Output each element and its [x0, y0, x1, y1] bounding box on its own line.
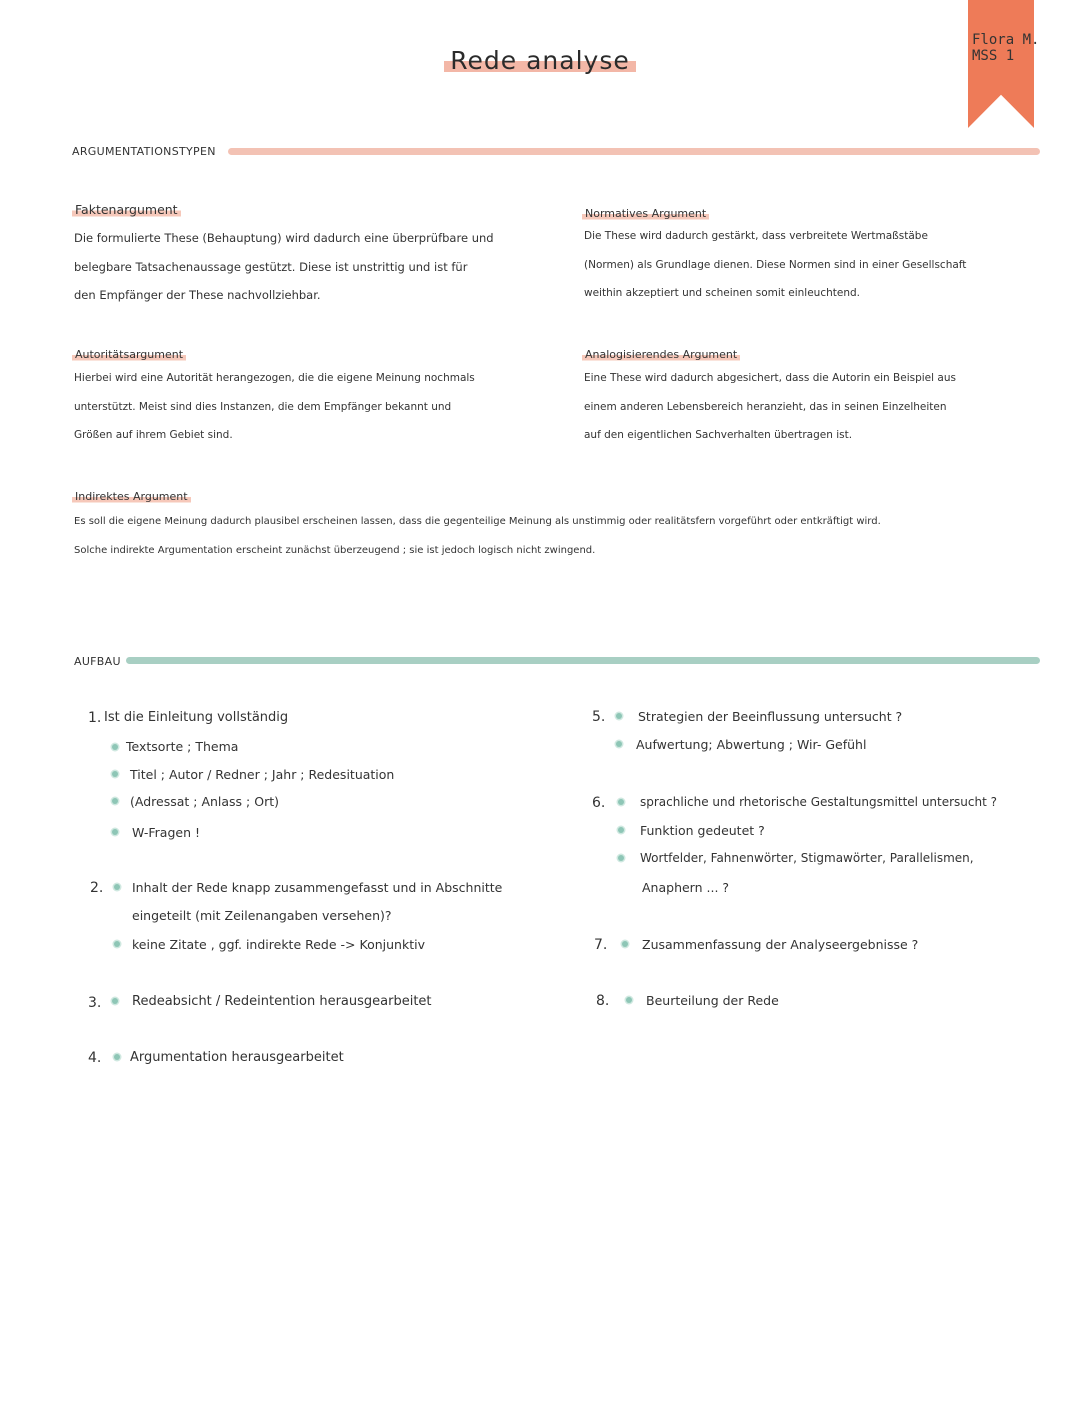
list-number: 1. [88, 710, 102, 726]
bullet-dot [616, 713, 622, 719]
text-indirektes-argument: Es soll die eigene Meinung dadurch plausibel erscheinen lassen, dass die gegenteilige Meinung als unstimmig oder realitätsfern vorgeführt oder entkräftigt wird. Solche indirekte Argumentation erscheint zunächst überzeugend ; sie ist jedoch logisch nicht zwingend. [74, 516, 881, 556]
section-label-argumentationstypen: ARGUMENTATIONSTYPEN [72, 145, 216, 158]
text-analogisierendes-argument: Eine These wird dadurch abgesichert, dass die Autorin ein Beispiel aus einem anderen Lebensbereich heranzieht, das in seinen Einzelheiten auf den eigentlichen Sachverhalten übertragen ist. [584, 372, 956, 441]
section-divider [126, 657, 1040, 664]
checklist-subitem: Textsorte ; Thema [126, 739, 239, 754]
checklist-item: Beurteilung der Rede [646, 993, 779, 1008]
checklist-item: Redeabsicht / Redeintention herausgearbeitet [132, 994, 432, 1009]
bullet-dot [618, 855, 624, 861]
list-number: 3. [88, 995, 102, 1011]
list-number: 5. [592, 709, 606, 725]
checklist-subitem: W-Fragen ! [132, 825, 200, 840]
bullet-dot [114, 1054, 120, 1060]
bullet-dot [112, 798, 118, 804]
page-title: Rede analyse [0, 46, 1080, 75]
section-label-aufbau: AUFBAU [74, 655, 121, 668]
bullet-dot [112, 829, 118, 835]
list-number: 4. [88, 1050, 102, 1066]
checklist-subitem: Titel ; Autor / Redner ; Jahr ; Redesituation [130, 767, 395, 782]
block-indirektes [72, 485, 191, 504]
list-number: 2. [90, 880, 104, 896]
author-tag: Flora M. MSS 1 [972, 32, 1040, 64]
text-autoritaetsargument: Hierbei wird eine Autorität herangezogen, die die eigene Meinung nochmals unterstützt. Meist sind dies Instanzen, die dem Empfänger bekannt und Größen auf ihrem Gebiet sind. [74, 372, 475, 441]
section-divider [228, 148, 1040, 155]
bullet-dot [114, 941, 120, 947]
bullet-dot [618, 799, 624, 805]
bullet-dot [618, 827, 624, 833]
checklist-item: Zusammenfassung der Analyseergebnisse ? [642, 937, 919, 952]
text-faktenargument: Die formulierte These (Behauptung) wird dadurch eine überprüfbare und belegbare Tatsachenaussage gestützt. Diese ist unstrittig und ist für den Empfänger der These nachvollziehbar. [74, 231, 494, 302]
checklist-item: Inhalt der Rede knapp zusammengefasst und in Abschnitte [132, 880, 503, 895]
checklist-item: sprachliche und rhetorische Gestaltungsmittel untersucht ? [640, 795, 998, 809]
heading-faktenargument: Faktenargument [72, 202, 181, 217]
bullet-dot [622, 941, 628, 947]
heading-autoritaetsargument: Autoritätsargument [72, 348, 186, 361]
checklist-item-continued: eingeteilt (mit Zeilenangaben versehen)? [132, 908, 392, 923]
list-number: 7. [594, 937, 608, 953]
block-analogisierendes [582, 343, 740, 362]
bullet-dot [112, 771, 118, 777]
bullet-dot [626, 997, 632, 1003]
block-autoritaetsargument [72, 343, 186, 362]
checklist-item: Ist die Einleitung vollständig [104, 710, 289, 725]
checklist-item: Strategien der Beeinflussung untersucht ? [638, 709, 903, 724]
bookmark-ribbon [968, 0, 1034, 128]
list-number: 8. [596, 993, 610, 1009]
checklist-subitem: Funktion gedeutet ? [640, 823, 765, 838]
heading-analogisierendes-argument: Analogisierendes Argument [582, 348, 740, 361]
checklist-subitem-continued: Anaphern ... ? [642, 880, 730, 895]
bullet-dot [114, 884, 120, 890]
text-normatives-argument: Die These wird dadurch gestärkt, dass verbreitete Wertmaßstäbe (Normen) als Grundlage dienen. Diese Normen sind in einer Gesellschaft weithin akzeptiert und scheinen somit einleuchtend. [584, 230, 967, 299]
checklist-item: Argumentation herausgearbeitet [130, 1050, 344, 1065]
heading-normatives-argument: Normatives Argument [582, 207, 709, 220]
bullet-dot [112, 744, 118, 750]
bullet-dot [616, 741, 622, 747]
block-normatives [582, 202, 709, 221]
checklist-subitem: Wortfelder, Fahnenwörter, Stigmawörter, Parallelismen, [640, 851, 974, 865]
block-faktenargument [72, 199, 181, 218]
heading-indirektes-argument: Indirektes Argument [72, 490, 191, 503]
bullet-dot [112, 998, 118, 1004]
list-number: 6. [592, 795, 606, 811]
checklist-subitem: keine Zitate , ggf. indirekte Rede -> Konjunktiv [132, 937, 425, 952]
checklist-subitem: (Adressat ; Anlass ; Ort) [130, 794, 279, 809]
checklist-subitem: Aufwertung; Abwertung ; Wir- Gefühl [636, 737, 867, 752]
